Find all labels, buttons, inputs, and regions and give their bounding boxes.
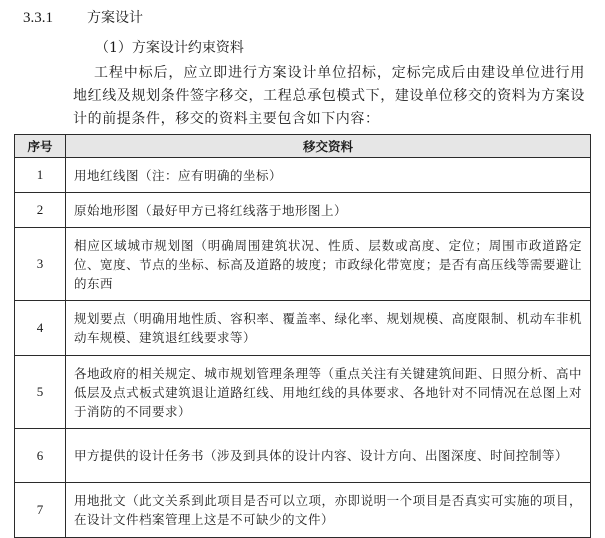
row-seq: 4 [15,301,66,356]
row-seq: 3 [15,228,66,301]
row-seq: 2 [15,193,66,228]
row-content: 原始地形图（最好甲方已将红线落于地形图上） [66,193,591,228]
table-row [15,356,591,429]
intro-paragraph: 工程中标后，应立即进行方案设计单位招标，定标完成后由建设单位进行用地红线及规划条件签字移交，工程总承包模式下，建设单位移交的资料为方案设计的前提条件，移交的资料主要包含如下内容： [73,65,585,127]
table-row [15,429,591,483]
row-content: 相应区域城市规划图（明确周围建筑状况、性质、层数或高度、定位；周围市政道路定位、宽度、节点的坐标、标高及道路的坡度；市政绿化带宽度；是否有高压线等需要避让的东西 [66,228,591,301]
row-content: 甲方提供的设计任务书（涉及到具体的设计内容、设计方向、出图深度、时间控制等） [66,429,591,483]
section-title: 方案设计 [87,10,143,26]
row-content: 规划要点（明确用地性质、容积率、覆盖率、绿化率、规划规模、高度限制、机动车非机动车规模、建筑退红线要求等） [66,301,591,356]
row-seq: 1 [15,158,66,193]
table-row [15,228,591,301]
row-content: 用地批文（此文关系到此项目是否可以立项，亦即说明一个项目是否真实可实施的项目，在设计文件档案管理上这是不可缺少的文件） [66,483,591,538]
row-seq: 6 [15,429,66,483]
table-header-row [15,135,591,158]
table-row [15,483,591,538]
row-content: 各地政府的相关规定、城市规划管理条理等（重点关注有关键建筑间距、日照分析、高中低层及点式板式建筑退让道路红线、用地红线的具体要求、各地针对不同情况在总图上对于消防的不同要求） [66,356,591,429]
section-heading [23,8,143,28]
table-row [15,158,591,193]
row-seq: 7 [15,483,66,538]
subsection-title: （1）方案设计约束资料 [95,40,244,56]
table-row [15,301,591,356]
transfer-materials-table [14,134,591,538]
header-content: 移交资料 [66,135,591,158]
header-seq: 序号 [15,135,66,158]
table-row [15,193,591,228]
row-seq: 5 [15,356,66,429]
row-content: 用地红线图（注：应有明确的坐标） [66,158,591,193]
section-number: 3.3.1 [23,10,53,26]
